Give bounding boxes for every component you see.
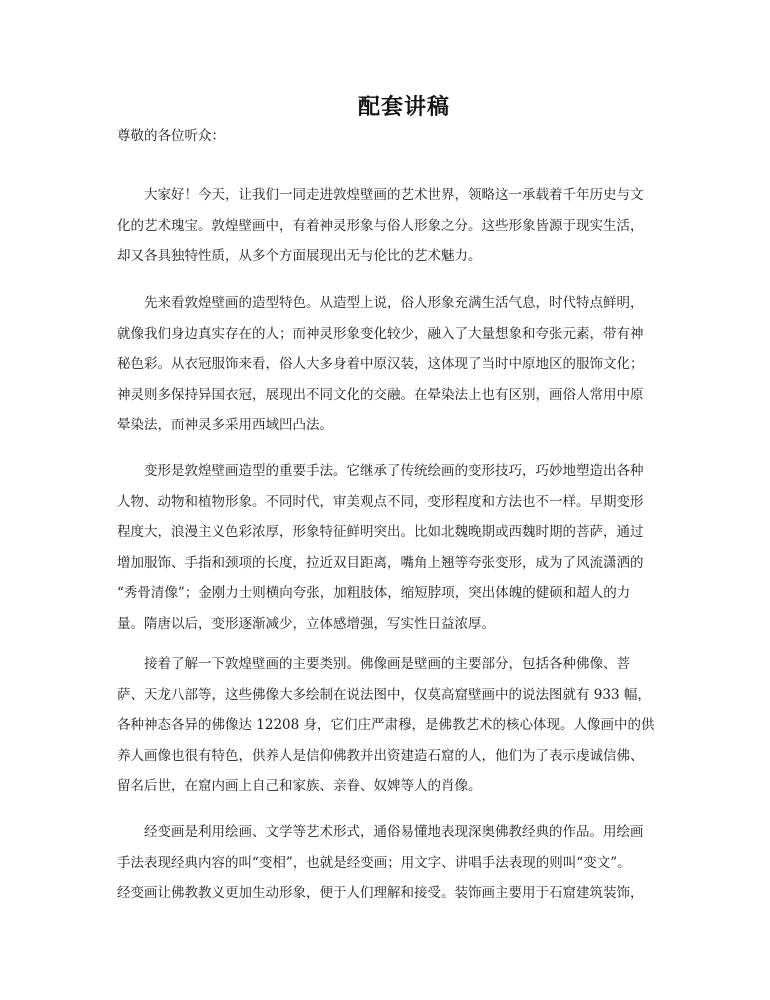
salutation: 尊敬的各位听众： [117,128,225,144]
paragraph-line: 人物、动物和植物形象。不同时代，审美观点不同，变形程度和方法也不一样。早期变形 [117,493,644,510]
paragraph-1 [117,180,652,272]
paragraph-2 [117,288,652,441]
paragraph-line: 大家好！今天，让我们一同走进敦煌壁画的艺术世界，领略这一承载着千年历史与文 [144,187,644,203]
paragraph-line: 萨、天龙八部等，这些佛像大多绘制在说法图中，仅莫高窟壁画中的说法图就有 933 幅， [117,686,651,703]
paragraph-5 [117,817,652,909]
paragraph-line: 养人画像也很有特色，供养人是信仰佛教并出资建造石窟的人，他们为了表示虔诚信佛、 [117,747,644,764]
paragraph-line: 经变画让佛教教义更加生动形象，便于人们理解和接受。装饰画主要用于石窟建筑装饰， [117,885,644,901]
paragraph-line: 程度大，浪漫主义色彩浓厚，形象特征鲜明突出。比如北魏晚期或西魏时期的菩萨，通过 [117,524,644,540]
paragraph-line: 量。隋唐以后，变形逐渐减少，立体感增强，写实性日益浓厚。 [117,615,495,632]
paragraph-line: 秘色彩。从衣冠服饰来看，俗人大多身着中原汉装，这体现了当时中原地区的服饰文化； [117,356,644,372]
paragraph-line: 增加服饰、手指和颈项的长度，拉近双目距离，嘴角上翘等夸张变形，成为了风流潇洒的 [117,554,644,571]
paragraph-line: 留名后世，在窟内画上自己和家族、亲眷、奴婢等人的肖像。 [117,778,482,794]
paragraph-line: 手法表现经典内容的叫“变相”，也就是经变画；用文字、讲唱手法表现的则叫“变文”。 [117,854,631,871]
paragraph-line: 变形是敦煌壁画造型的重要手法。它继承了传统绘画的变形技巧，巧妙地塑造出各种 [144,463,644,479]
paragraph-line: 接着了解一下敦煌壁画的主要类别。佛像画是壁画的主要部分，包括各种佛像、菩 [144,656,630,672]
paragraph-line: 晕染法，而神灵多采用西域凹凸法。 [117,417,333,433]
paragraph-line: 就像我们身边真实存在的人；而神灵形象变化较少，融入了大量想象和夸张元素，带有神 [117,325,644,342]
page-title: 配套讲稿 [357,94,450,120]
paragraph-line: 先来看敦煌壁画的造型特色。从造型上说，俗人形象充满生活气息，时代特点鲜明， [144,295,644,311]
paragraph-3 [117,456,652,639]
paragraph-4 [117,649,655,802]
paragraph-line: 却又各具独特性质，从多个方面展现出无与伦比的艺术魅力。 [117,248,482,264]
paragraph-line: “秀骨清像”；金刚力士则横向夸张，加粗肢体，缩短脖项，突出体魄的健硕和超人的力 [117,585,631,601]
paragraph-line: 化的艺术瑰宝。敦煌壁画中，有着神灵形象与俗人形象之分。这些形象皆源于现实生活， [117,217,644,234]
paragraph-line: 神灵则多保持异国衣冠，展现出不同文化的交融。在晕染法上也有区别，画俗人常用中原 [117,386,644,403]
paragraph-line: 经变画是利用绘画、文学等艺术形式，通俗易懂地表现深奥佛教经典的作品。用绘画 [144,824,644,840]
paragraph-line: 各种神态各异的佛像达 12208 身，它们庄严肃穆，是佛教艺术的核心体现。人像画中的供 [117,717,655,733]
